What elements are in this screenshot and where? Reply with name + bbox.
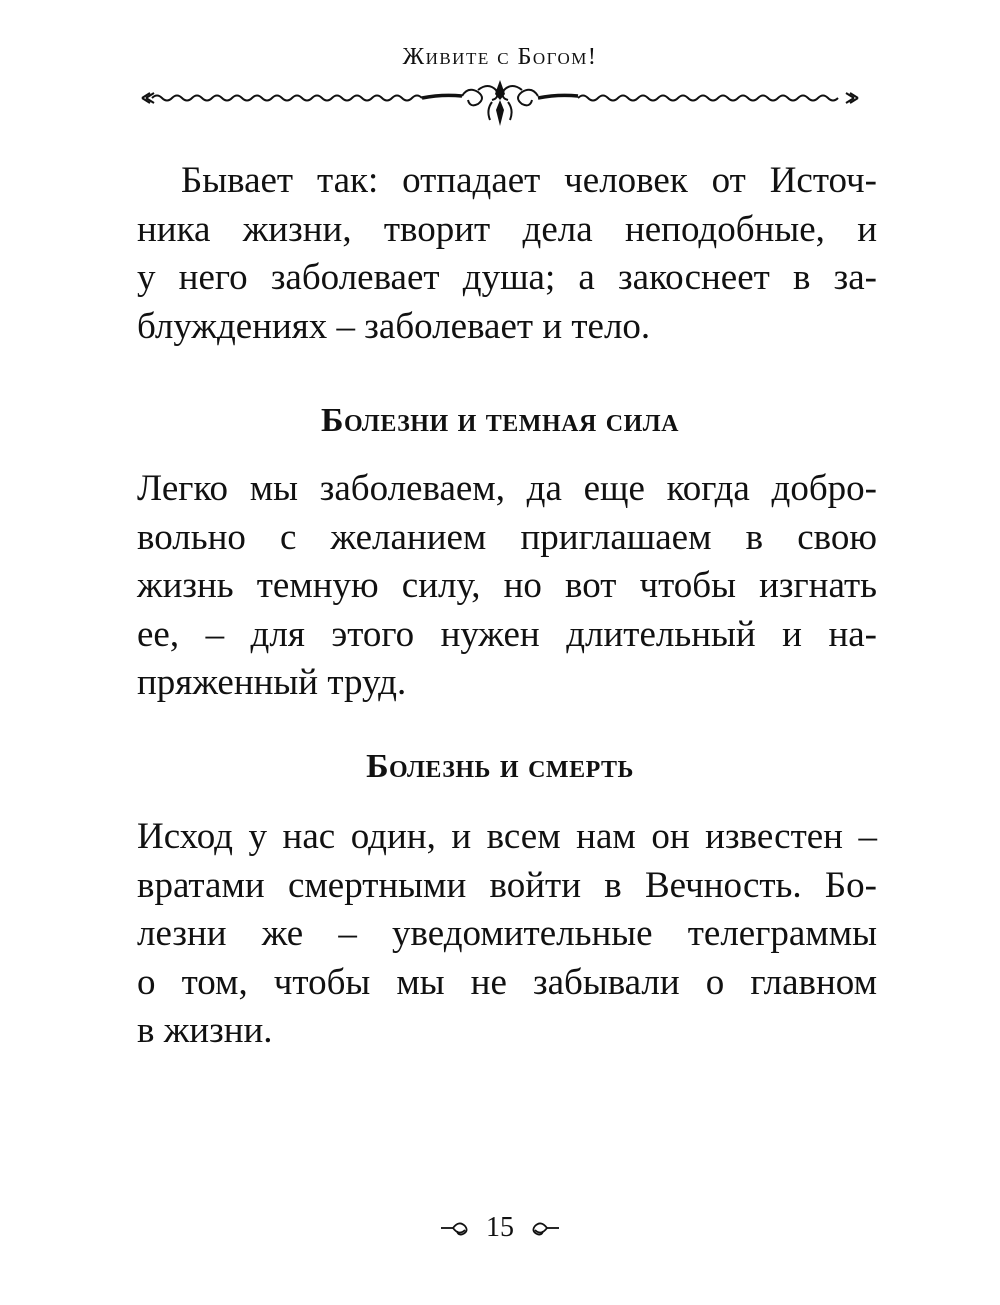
text-line: Исход у нас один, и всем нам он известен –: [137, 816, 877, 857]
page-number-right-ornament-icon: [525, 1218, 561, 1238]
text-line: жизнь темную силу, но вот чтобы изгнать: [137, 565, 877, 606]
text-line: блуждениях – заболевает и тело.: [137, 305, 651, 347]
text-line: у него заболевает душа; а закоснеет в за-: [137, 257, 877, 298]
text-line: вратами смертными войти в Вечность. Бо-: [137, 864, 877, 906]
section-heading-illness-dark-force: Болезни и темная сила: [320, 402, 680, 439]
text-line: ника жизни, творит дела неподобные, и: [137, 208, 877, 250]
page-number-left-ornament-icon: [439, 1218, 475, 1238]
section-paragraph-illness-death: [137, 813, 877, 1056]
decorative-divider-ornament: [140, 76, 860, 132]
section-heading-illness-death: Болезнь и смерть: [366, 748, 634, 785]
text-line: пряженный труд.: [137, 662, 407, 703]
section-paragraph-illness-dark-force: [137, 465, 877, 708]
text-line: лезни же – уведомительные телеграммы: [137, 913, 877, 954]
intro-paragraph: [137, 157, 877, 351]
text-line: Бывает так: отпадает человек от Источ-: [181, 160, 877, 201]
text-line: Легко мы заболеваем, да еще когда добро-: [137, 468, 877, 509]
running-head: Живите с Богом!: [402, 44, 598, 70]
page-footer: [0, 1210, 1000, 1244]
text-line: вольно с желанием приглашаем в свою: [137, 516, 877, 558]
text-line: в жизни.: [137, 1010, 273, 1051]
text-line: ее, – для этого нужен длительный и на-: [137, 613, 877, 655]
page-number: 15: [486, 1211, 514, 1243]
text-line: о том, чтобы мы не забывали о главном: [137, 961, 877, 1003]
